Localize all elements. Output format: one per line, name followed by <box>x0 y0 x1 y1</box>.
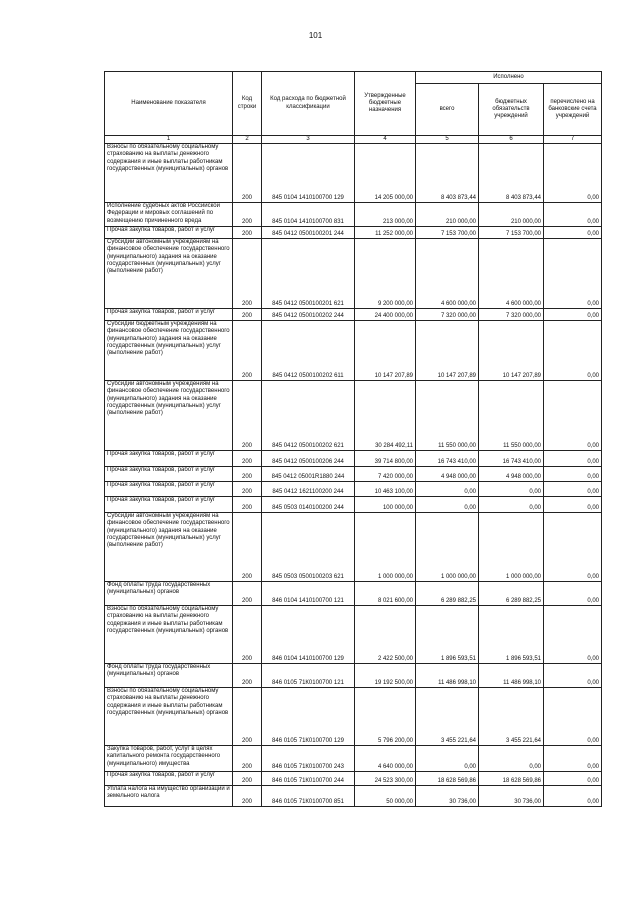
row-approved-cell: 10 147 207,89 <box>355 321 416 381</box>
row-institutions-cell: 0,00 <box>479 497 544 513</box>
header-expense-code: Код расхода по бюджетной классификации <box>262 72 355 136</box>
row-approved-cell: 2 422 500,00 <box>355 606 416 664</box>
table-row <box>105 203 602 227</box>
row-name-cell: Прочая закупка товаров, работ и услуг <box>105 772 233 786</box>
header-approved: Утвержденные бюджетные назначения <box>355 72 416 136</box>
row-transferred-cell: 0,00 <box>544 144 602 203</box>
row-code-cell: 845 0104 1410100700 831 <box>262 203 355 227</box>
row-total-cell: 7 153 700,00 <box>416 227 479 239</box>
row-name-cell: Субсидии автономным учреждениям на финансовое обеспечение государственного (муниципального) задания на оказание государственных (муниципальных) услуг (выполнение работ) <box>105 239 233 309</box>
row-institutions-cell: 0,00 <box>479 482 544 497</box>
table-row <box>105 513 602 582</box>
row-institutions-cell: 7 153 700,00 <box>479 227 544 239</box>
row-approved-cell: 4 640 000,00 <box>355 746 416 772</box>
row-name-cell: Субсидии автономным учреждениям на финансовое обеспечение государственного (муниципального) задания на оказание государственных (муниципальных) услуг (выполнение работ) <box>105 513 233 582</box>
row-approved-cell: 39 714 800,00 <box>355 451 416 467</box>
table-row <box>105 772 602 786</box>
row-code-cell: 845 0412 1621100200 244 <box>262 482 355 497</box>
row-line-cell: 200 <box>233 606 262 664</box>
row-approved-cell: 100 000,00 <box>355 497 416 513</box>
row-transferred-cell: 0,00 <box>544 772 602 786</box>
row-approved-cell: 19 192 500,00 <box>355 664 416 688</box>
row-approved-cell: 1 000 000,00 <box>355 513 416 582</box>
row-approved-cell: 11 252 000,00 <box>355 227 416 239</box>
column-number: 1 <box>105 136 233 144</box>
row-line-cell: 200 <box>233 497 262 513</box>
row-total-cell: 6 289 882,25 <box>416 582 479 606</box>
column-number: 6 <box>479 136 544 144</box>
row-institutions-cell: 1 896 593,51 <box>479 606 544 664</box>
row-institutions-cell: 18 628 569,86 <box>479 772 544 786</box>
row-code-cell: 845 0503 0140100200 244 <box>262 497 355 513</box>
row-transferred-cell: 0,00 <box>544 309 602 321</box>
table-row <box>105 144 602 203</box>
row-code-cell: 846 0104 1410100700 121 <box>262 582 355 606</box>
row-institutions-cell: 4 600 000,00 <box>479 239 544 309</box>
row-total-cell: 0,00 <box>416 497 479 513</box>
header-transferred: перечислено на банковские счета учреждений <box>544 84 602 136</box>
row-institutions-cell: 1 000 000,00 <box>479 513 544 582</box>
row-line-cell: 200 <box>233 513 262 582</box>
row-transferred-cell: 0,00 <box>544 664 602 688</box>
row-institutions-cell: 7 320 000,00 <box>479 309 544 321</box>
row-transferred-cell: 0,00 <box>544 746 602 772</box>
row-line-cell: 200 <box>233 467 262 482</box>
table-row <box>105 227 602 239</box>
table-header <box>105 72 602 144</box>
row-name-cell: Прочая закупка товаров, работ и услуг <box>105 309 233 321</box>
row-code-cell: 845 0412 0500100202 611 <box>262 321 355 381</box>
row-name-cell: Уплата налога на имущество организаций и земельного налога <box>105 786 233 807</box>
row-name-cell: Взносы по обязательному социальному страхованию на выплаты денежного содержания и иные выплаты работникам государственных (муниципальных) органов <box>105 606 233 664</box>
row-institutions-cell: 6 289 882,25 <box>479 582 544 606</box>
row-approved-cell: 8 021 600,00 <box>355 582 416 606</box>
row-code-cell: 845 0412 0500100202 244 <box>262 309 355 321</box>
row-name-cell: Субсидии бюджетным учреждениям на финансовое обеспечение государственного (муниципального) задания на оказание государственных (муниципальных) услуг (выполнение работ) <box>105 321 233 381</box>
row-transferred-cell: 0,00 <box>544 688 602 746</box>
row-code-cell: 845 0503 0500100203 621 <box>262 513 355 582</box>
row-transferred-cell: 0,00 <box>544 227 602 239</box>
row-approved-cell: 50 000,00 <box>355 786 416 807</box>
row-transferred-cell: 0,00 <box>544 482 602 497</box>
row-institutions-cell: 8 403 873,44 <box>479 144 544 203</box>
row-transferred-cell: 0,00 <box>544 497 602 513</box>
budget-execution-table <box>104 71 602 807</box>
row-transferred-cell: 0,00 <box>544 203 602 227</box>
row-name-cell: Фонд оплаты труда государственных (муниципальных) органов <box>105 664 233 688</box>
row-institutions-cell: 30 736,00 <box>479 786 544 807</box>
table-row <box>105 664 602 688</box>
table-body <box>105 144 602 807</box>
row-name-cell: Прочая закупка товаров, работ и услуг <box>105 497 233 513</box>
row-name-cell: Субсидии автономным учреждениям на финансовое обеспечение государственного (муниципального) задания на оказание государственных (муниципальных) услуг (выполнение работ) <box>105 381 233 451</box>
row-transferred-cell: 0,00 <box>544 451 602 467</box>
row-code-cell: 846 0105 71К0100700 121 <box>262 664 355 688</box>
row-code-cell: 845 0412 0500100202 621 <box>262 381 355 451</box>
column-number: 7 <box>544 136 602 144</box>
table-row <box>105 467 602 482</box>
row-name-cell: Взносы по обязательному социальному страхованию на выплаты денежного содержания и иные выплаты работникам государственных (муниципальных) органов <box>105 688 233 746</box>
page-number: 101 <box>308 31 323 40</box>
row-name-cell: Фонд оплаты труда государственных (муниципальных) органов <box>105 582 233 606</box>
row-name-cell: Исполнение судебных актов Российской Федерации и мировых соглашений по возмещению причиненного вреда <box>105 203 233 227</box>
row-total-cell: 1 000 000,00 <box>416 513 479 582</box>
row-transferred-cell: 0,00 <box>544 606 602 664</box>
row-transferred-cell: 0,00 <box>544 467 602 482</box>
row-approved-cell: 30 284 492,11 <box>355 381 416 451</box>
row-line-cell: 200 <box>233 688 262 746</box>
column-number: 3 <box>262 136 355 144</box>
row-line-cell: 200 <box>233 786 262 807</box>
row-name-cell: Прочая закупка товаров, работ и услуг <box>105 451 233 467</box>
row-total-cell: 210 000,00 <box>416 203 479 227</box>
row-line-cell: 200 <box>233 582 262 606</box>
table-row <box>105 309 602 321</box>
table-row <box>105 482 602 497</box>
row-line-cell: 200 <box>233 451 262 467</box>
table-row <box>105 786 602 807</box>
row-name-cell: Прочая закупка товаров, работ и услуг <box>105 482 233 497</box>
row-line-cell: 200 <box>233 321 262 381</box>
row-transferred-cell: 0,00 <box>544 786 602 807</box>
row-code-cell: 846 0105 71К0100700 244 <box>262 772 355 786</box>
header-line-code: Код строки <box>233 72 262 136</box>
row-total-cell: 10 147 207,89 <box>416 321 479 381</box>
row-institutions-cell: 11 550 000,00 <box>479 381 544 451</box>
row-total-cell: 18 628 569,86 <box>416 772 479 786</box>
row-transferred-cell: 0,00 <box>544 239 602 309</box>
row-institutions-cell: 16 743 410,00 <box>479 451 544 467</box>
row-code-cell: 845 0412 05001R1880 244 <box>262 467 355 482</box>
row-line-cell: 200 <box>233 664 262 688</box>
row-line-cell: 200 <box>233 144 262 203</box>
row-approved-cell: 7 420 000,00 <box>355 467 416 482</box>
header-total: всего <box>416 84 479 136</box>
row-total-cell: 11 550 000,00 <box>416 381 479 451</box>
row-transferred-cell: 0,00 <box>544 582 602 606</box>
row-transferred-cell: 0,00 <box>544 513 602 582</box>
table-row <box>105 451 602 467</box>
table-row <box>105 582 602 606</box>
row-institutions-cell: 4 948 000,00 <box>479 467 544 482</box>
row-transferred-cell: 0,00 <box>544 321 602 381</box>
row-approved-cell: 14 205 000,00 <box>355 144 416 203</box>
row-total-cell: 11 486 998,10 <box>416 664 479 688</box>
row-total-cell: 16 743 410,00 <box>416 451 479 467</box>
row-total-cell: 0,00 <box>416 482 479 497</box>
row-approved-cell: 213 000,00 <box>355 203 416 227</box>
row-total-cell: 30 736,00 <box>416 786 479 807</box>
table-row <box>105 239 602 309</box>
row-total-cell: 7 320 000,00 <box>416 309 479 321</box>
row-total-cell: 4 948 000,00 <box>416 467 479 482</box>
table-row <box>105 606 602 664</box>
row-line-cell: 200 <box>233 203 262 227</box>
table-row <box>105 497 602 513</box>
row-code-cell: 846 0105 71К0100700 851 <box>262 786 355 807</box>
row-institutions-cell: 3 455 221,64 <box>479 688 544 746</box>
table-row <box>105 746 602 772</box>
row-code-cell: 845 0412 0500100206 244 <box>262 451 355 467</box>
row-total-cell: 1 896 593,51 <box>416 606 479 664</box>
column-number: 5 <box>416 136 479 144</box>
header-name: Наименование показателя <box>105 72 233 136</box>
row-institutions-cell: 0,00 <box>479 746 544 772</box>
row-line-cell: 200 <box>233 772 262 786</box>
row-approved-cell: 5 796 200,00 <box>355 688 416 746</box>
row-code-cell: 845 0412 0500100201 621 <box>262 239 355 309</box>
header-executed: Исполнено <box>416 72 602 84</box>
row-approved-cell: 24 523 300,00 <box>355 772 416 786</box>
row-name-cell: Закупка товаров, работ, услуг в целях капитального ремонта государственного (муниципального) имущества <box>105 746 233 772</box>
row-line-cell: 200 <box>233 309 262 321</box>
row-total-cell: 4 600 000,00 <box>416 239 479 309</box>
row-line-cell: 200 <box>233 482 262 497</box>
row-total-cell: 3 455 221,64 <box>416 688 479 746</box>
row-name-cell: Взносы по обязательному социальному страхованию на выплаты денежного содержания и иные выплаты работникам государственных (муниципальных) органов <box>105 144 233 203</box>
row-transferred-cell: 0,00 <box>544 381 602 451</box>
table-row <box>105 321 602 381</box>
row-code-cell: 845 0412 0500100201 244 <box>262 227 355 239</box>
table-row <box>105 381 602 451</box>
row-code-cell: 845 0104 1410100700 129 <box>262 144 355 203</box>
row-institutions-cell: 10 147 207,89 <box>479 321 544 381</box>
column-number: 4 <box>355 136 416 144</box>
column-numbers-row <box>105 136 602 144</box>
row-code-cell: 846 0104 1410100700 129 <box>262 606 355 664</box>
table-row <box>105 688 602 746</box>
row-total-cell: 8 403 873,44 <box>416 144 479 203</box>
row-approved-cell: 10 463 100,00 <box>355 482 416 497</box>
row-approved-cell: 9 200 000,00 <box>355 239 416 309</box>
column-number: 2 <box>233 136 262 144</box>
row-institutions-cell: 210 000,00 <box>479 203 544 227</box>
row-line-cell: 200 <box>233 746 262 772</box>
row-code-cell: 846 0105 71К0100700 243 <box>262 746 355 772</box>
row-total-cell: 0,00 <box>416 746 479 772</box>
row-line-cell: 200 <box>233 239 262 309</box>
row-name-cell: Прочая закупка товаров, работ и услуг <box>105 227 233 239</box>
row-line-cell: 200 <box>233 227 262 239</box>
row-institutions-cell: 11 486 998,10 <box>479 664 544 688</box>
header-institutions: бюджетных обязательств учреждений <box>479 84 544 136</box>
row-code-cell: 846 0105 71К0100700 129 <box>262 688 355 746</box>
row-approved-cell: 24 400 000,00 <box>355 309 416 321</box>
row-line-cell: 200 <box>233 381 262 451</box>
row-name-cell: Прочая закупка товаров, работ и услуг <box>105 467 233 482</box>
